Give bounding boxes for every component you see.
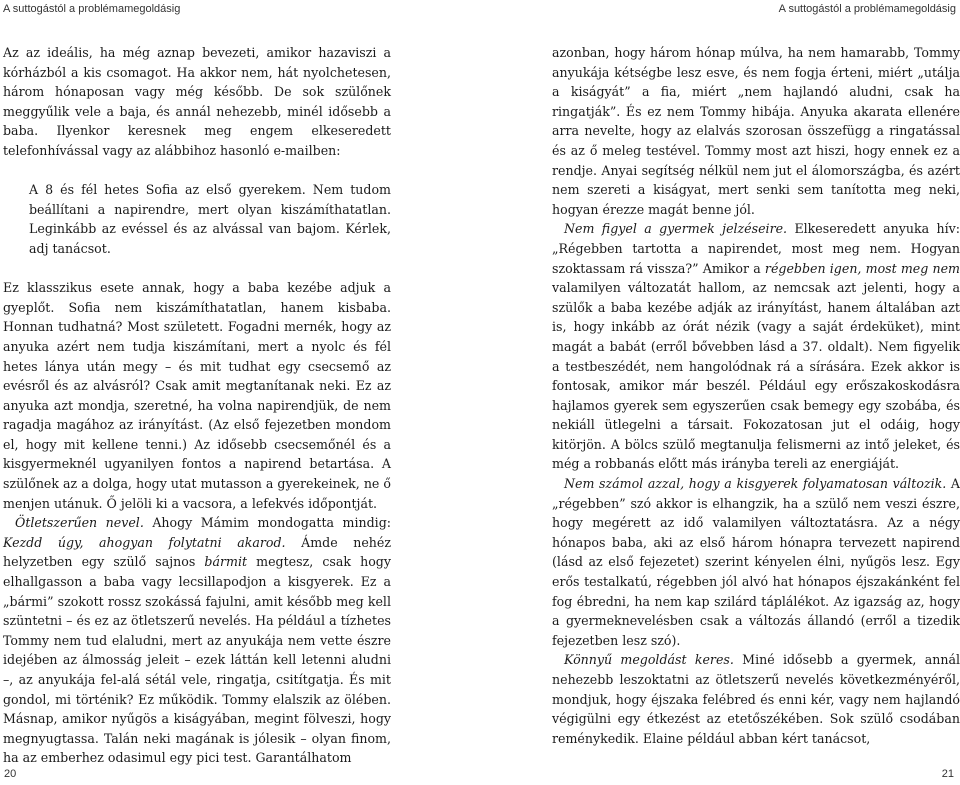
section-lead: Könnyű megoldást keres. xyxy=(564,652,734,668)
right-page-body xyxy=(552,43,960,748)
paragraph: Ötletszerűen nevel. Ahogy Mámim mondogatta mindig: Kezdd úgy, ahogyan folytatni akarod. Ámde nehéz helyzetben egy szülő sajnos bármit megtesz, csak hogy elhallgasson a baba vagy lecsillapodjon a kisgyerek. Ez a „bármi” szokott rossz szokássá fajulni, amit később meg kell szüntetni – és ez az ötletszerű nevelés. Ha például a tízhetes Tommy nem tud elaludni, mert az anyukája nem vette észre idejében az álmosság jeleit – ezek láttán kell letenni aludni –, az anyukája fel-alá sétál vele, ringatja, csitítgatja. És mit gondol, mi történik? Ez működik. Tommy elalszik az ölében. Másnap, amikor nyűgös a kiságyában, megint fölveszi, hogy megnyugtassa. Talán neki magának is jólesik – olyan finom, ha az emberhez odasimul egy pici test. Garantálhatom xyxy=(3,515,391,766)
running-header-left: A suttogástól a problémamegoldásig xyxy=(3,3,181,15)
email-quote: A 8 és fél hetes Sofia az első gyerekem. Nem tudom beállítani a napirendre, mert olyan kiszámíthatatlan. Leginkább az evéssel és az alvással van bajom. Kérlek, adj tanácsot. xyxy=(29,182,391,256)
section-lead: Nem számol azzal, hogy a kisgyerek folyamatosan változik. xyxy=(564,476,947,492)
paragraph: Ez klasszikus esete annak, hogy a baba kezébe adjuk a gyeplőt. Sofia nem kiszámíthatatlan, hanem kisbaba. Honnan tudhatná? Most született. Fogadni mernék, hogy az anyuka azért nem tudja kiszámítani, mert a nyolc és fél hetes lánya után megy – és mit tudhat egy csecsemő az evésről és az alvásról? Csak amit megtanítanak neki. Ez az anyuka azt mondja, szeretné, ha volna napirendjük, de nem ragadja magához az irányítást. (Az első fejezetben mondom el, hogy mit kellene tenni.) Az idősebb csecsemőnél és a kisgyermeknél ugyanilyen fontos a napirend betartása. A szülőnek az a dolga, hogy utat mutasson a gyerekeinek, ne ő menjen utánuk. Ő jelöli ki a vacsora, a lefekvés időpontját. xyxy=(3,280,391,511)
paragraph: Az az ideális, ha még aznap bevezeti, amikor hazaviszi a kórházból a kis csomagot. Ha akkor nem, hát nyolchetesen, három hónaposan vagy még később. De sok szülőnek meggyűlik vele a baja, és annál nehezebb, minél idősebb a baba. Ilyenkor keresnek meg engem elkeseredett telefonhívással vagy az alábbihoz hasonló e-mailben: xyxy=(3,45,391,158)
paragraph: Nem számol azzal, hogy a kisgyerek folyamatosan változik. A „régebben” szó akkor is elhangzik, ha a szülő nem veszi észre, hogy megérett az idő valamilyen változtatásra. Az a négy hónapos baba, aki az első három hónapra tervezett napirend (lásd az első fejezetet) szerint kényelen élni, nyűgös lesz. Egy erős testalkatú, régebben jól alvó hat hónapos éjszakánként fel fog ébredni, ha nem kap szilárd táplálékot. Az igazság az, hogy a gyermeknevelésben csak a változás állandó (erről a tizedik fejezetben lesz szó). xyxy=(552,476,960,648)
paragraph: azonban, hogy három hónap múlva, ha nem hamarabb, Tommy anyukája kétségbe lesz esve, és nem fogja érteni, miért „utálja a kiságyát” a fia, miért „nem hajlandó aludni, csak ha ringatják”. És ez nem Tommy hibája. Anyuka akarata ellenére arra nevelte, hogy az elalvás szorosan összefügg a ringatással és az ő meleg testével. Tommy most azt hiszi, hogy ennek ez a rendje. Anyai segítség nélkül nem jut el álomországba, és azért nem szereti a kiságyat, mert senki sem tanította meg neki, hogyan érezze magát benne jól. xyxy=(552,45,960,217)
section-lead: Ötletszerűen nevel. xyxy=(15,515,144,531)
paragraph: Könnyű megoldást keres. Miné idősebb a gyermek, annál nehezebb leszoktatni az ötletszerű nevelés következményéről, mondjuk, hogy éjszaka felébred és enni kér, vagy nem hajlandó végigülni egy étkezést az etetőszékében. Sok szülő csodában reménykedik. Elaine például abban kért tanácsot, xyxy=(552,652,960,746)
left-page-body xyxy=(3,43,391,768)
page-number-right: 21 xyxy=(941,768,954,780)
section-lead: Nem figyel a gyermek jelzéseire. xyxy=(564,221,788,237)
paragraph: Nem figyel a gyermek jelzéseire. Elkeseredett anyuka hív: „Régebben tartotta a napirendet, most meg nem. Hogyan szoktassam rá vissza?” Amikor a régebben igen, most meg nem valamilyen változatát hallom, az nemcsak azt jelenti, hogy a szülők a baba kezébe adják az irányítást, hanem általában azt is, hogy inkább az órát nézik (vagy a saját érdeküket), mint magát a babát (erről bővebben lásd a 37. oldalt). Nem figyelik a testbeszédét, nem hangolódnak rá a sírására. Ezek akkor is fontosak, amikor már beszél. Például egy erőszakoskodásra hajlamos gyerek sem egyszerűen csak bemegy egy szobába, és nekiáll ütlegelni a társait. Fokozatosan jut el odáig, hogy kitörjön. A bölcs szülő megtanulja felismerni az intő jeleket, és még a robbanás előtt más irányba tereli az energiáját. xyxy=(552,221,960,472)
running-header-right: A suttogástól a problémamegoldásig xyxy=(778,3,956,15)
page-number-left: 20 xyxy=(4,768,17,780)
saying: Kezdd úgy, ahogyan folytatni akarod. xyxy=(3,534,286,550)
